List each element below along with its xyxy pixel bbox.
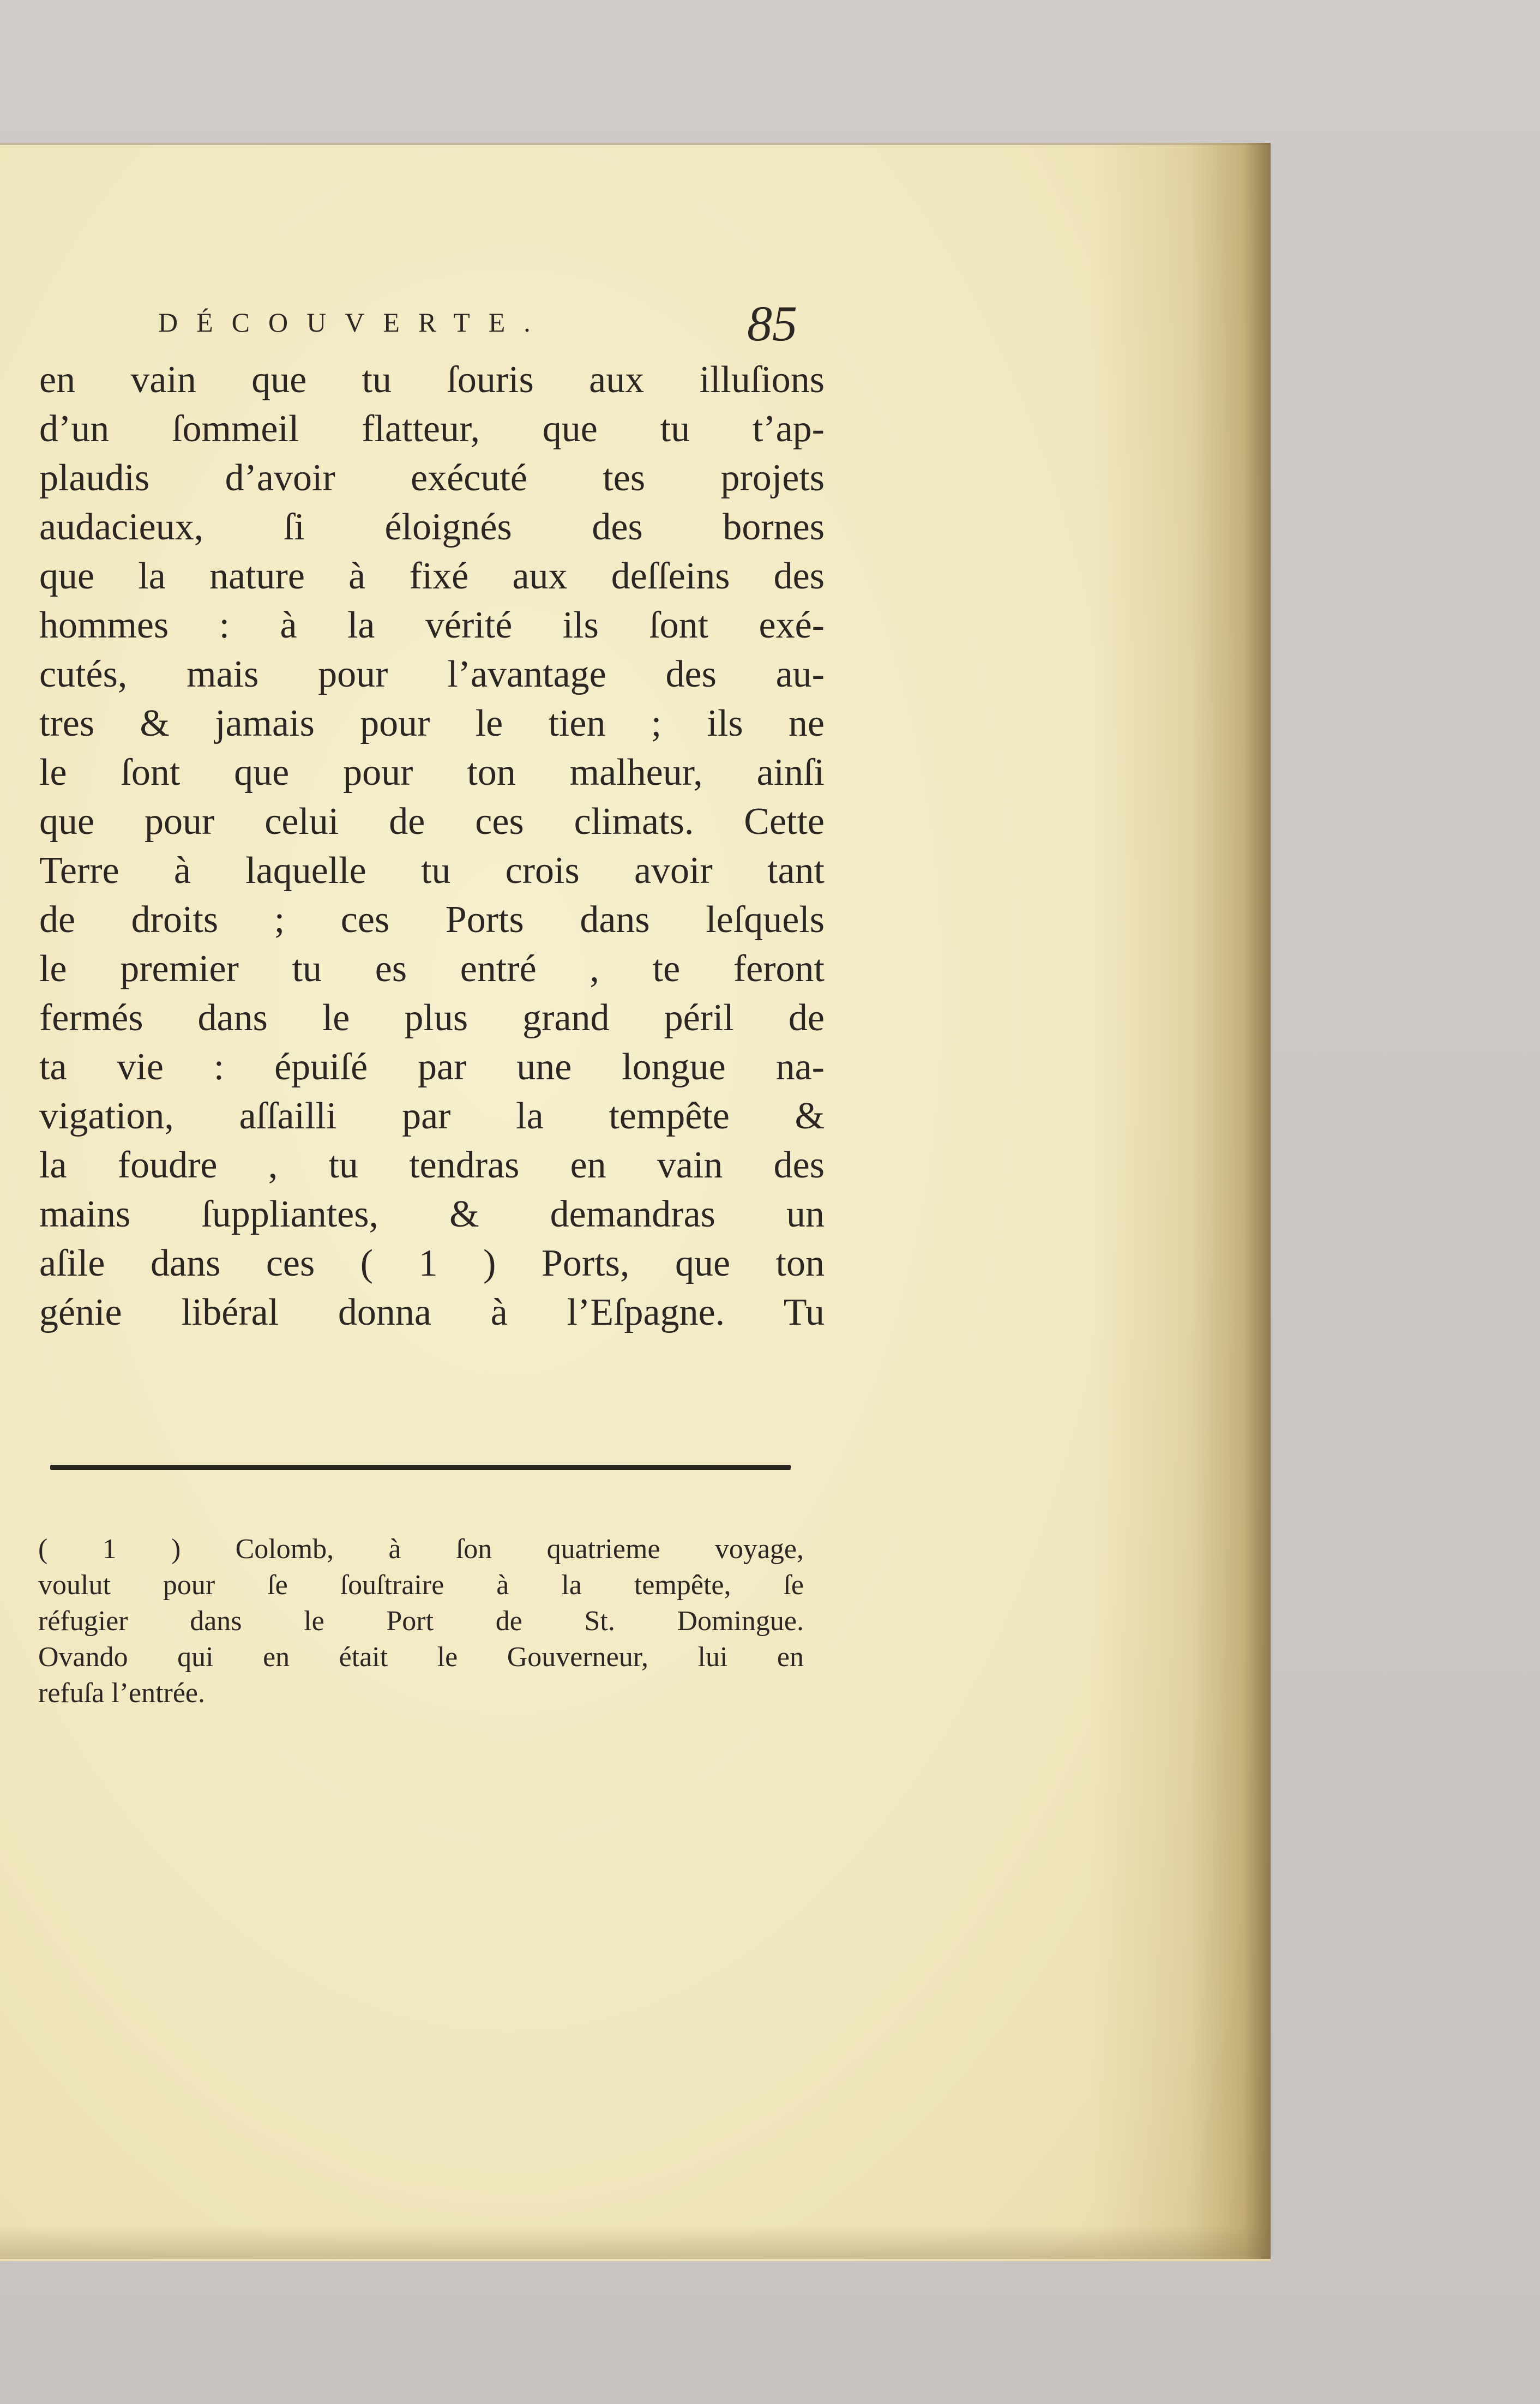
running-head: DÉCOUVERTE. [158, 307, 549, 338]
text-line: le premier tu es entré , te feront [39, 948, 825, 990]
text-line: le ſont que pour ton malheur, ainſi [39, 752, 825, 794]
text-line: que la nature à fixé aux deſſeins des [39, 555, 825, 597]
text-line: aſile dans ces ( 1 ) Ports, que ton [39, 1242, 825, 1284]
footnote-line: réfugier dans le Port de St. Domingue. [38, 1606, 804, 1637]
text-line: de droits ; ces Ports dans leſquels [39, 899, 825, 941]
text-line: Terre à laquelle tu crois avoir tant [39, 850, 825, 892]
text-line: d’un ſommeil flatteur, que tu t’ap- [39, 408, 825, 450]
footnote-line: voulut pour ſe ſouſtraire à la tempête, ſe [38, 1570, 804, 1601]
text-line: en vain que tu ſouris aux illuſions [39, 359, 825, 401]
footnote-line: Ovando qui en était le Gouverneur, lui en [38, 1642, 804, 1673]
page-bottom-shadow [0, 2225, 1271, 2259]
text-line: que pour celui de ces climats. Cette [39, 801, 825, 843]
text-line: plaudis d’avoir exécuté tes projets [39, 457, 825, 499]
text-line: la foudre , tu tendras en vain des [39, 1144, 825, 1186]
footnote-rule [50, 1465, 791, 1470]
footnote-line: refuſa l’entrée. [38, 1678, 206, 1709]
text-line: tres & jamais pour le tien ; ils ne [39, 702, 825, 744]
text-line: vigation, aſſailli par la tempête & [39, 1095, 825, 1137]
text-line: hommes : à la vérité ils ſont exé- [39, 604, 825, 646]
page-header [158, 295, 829, 354]
text-line: mains ſuppliantes, & demandras un [39, 1193, 825, 1235]
page-fore-edge [1091, 143, 1271, 2259]
footnote [38, 1531, 804, 1711]
text-line: cutés, mais pour l’avantage des au- [39, 653, 825, 695]
text-line: génie libéral donna à l’Eſpagne. Tu [39, 1291, 825, 1333]
text-line: ta vie : épuiſé par une longue na- [39, 1046, 825, 1088]
footnote-line: ( 1 ) Colomb, à ſon quatrieme voyage, [38, 1534, 804, 1565]
text-line: audacieux, ſi éloignés des bornes [39, 506, 825, 548]
text-line: fermés dans le plus grand péril de [39, 997, 825, 1039]
main-text-block [39, 356, 825, 1337]
page-number: 85 [747, 296, 797, 351]
